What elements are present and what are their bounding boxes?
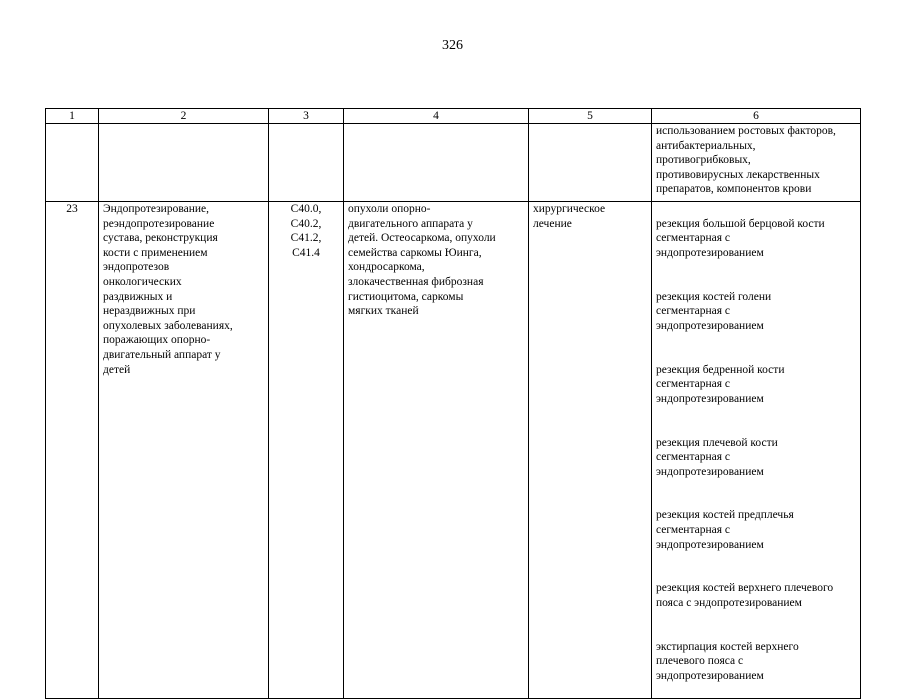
method-item: резекция костей верхнего плечевого пояса с эндопротезированием [656,582,834,610]
method-item: резекция большой берцовой кости сегментарная с эндопротезированием [656,217,825,259]
cell-diagnosis [344,124,529,202]
method-item: резекция плечевой кости сегментарная с эндопротезированием [656,436,778,478]
header-col-1: 1 [46,109,99,124]
cell-methods [652,202,861,699]
cell-treatment [529,124,652,202]
table-row-23 [46,202,861,699]
table-row-continuation [46,124,861,202]
header-col-5: 5 [529,109,652,124]
cell-methods: использованием ростовых факторов, антибактериальных, противогрибковых, противовирусных лекарственных препаратов, компонентов крови [652,124,861,202]
method-item: резекция бедренной кости сегментарная с эндопротезированием [656,363,785,405]
header-col-2: 2 [99,109,269,124]
cell-codes [269,124,344,202]
cell-number: 23 [46,202,99,699]
cell-treatment: хирургическое лечение [529,202,652,699]
method-item: резекция костей предплечья сегментарная с эндопротезированием [656,509,794,551]
method-item: экстирпация костей верхнего плечевого пояса с эндопротезированием [656,640,799,682]
header-col-6: 6 [652,109,861,124]
cell-number [46,124,99,202]
page-number: 326 [442,38,463,53]
method-item: резекция костей голени сегментарная с эндопротезированием [656,290,772,332]
header-row [46,109,861,124]
cell-name [99,124,269,202]
cell-name: Эндопротезирование, реэндопротезирование сустава, реконструкция кости с применением эндопротезов онкологических раздвижных и нераздвижных при опухолевых заболеваниях, поражающих опорно- двигательный аппарат у детей [99,202,269,699]
cell-diagnosis: опухоли опорно- двигательного аппарата у детей. Остеосаркома, опухоли семейства саркомы Юинга, хондросаркома, злокачественная фиброзная гистиоцитома, саркомы мягких тканей [344,202,529,699]
medical-care-table [45,108,861,699]
header-col-3: 3 [269,109,344,124]
header-col-4: 4 [344,109,529,124]
cell-codes: C40.0, C40.2, C41.2, C41.4 [269,202,344,699]
